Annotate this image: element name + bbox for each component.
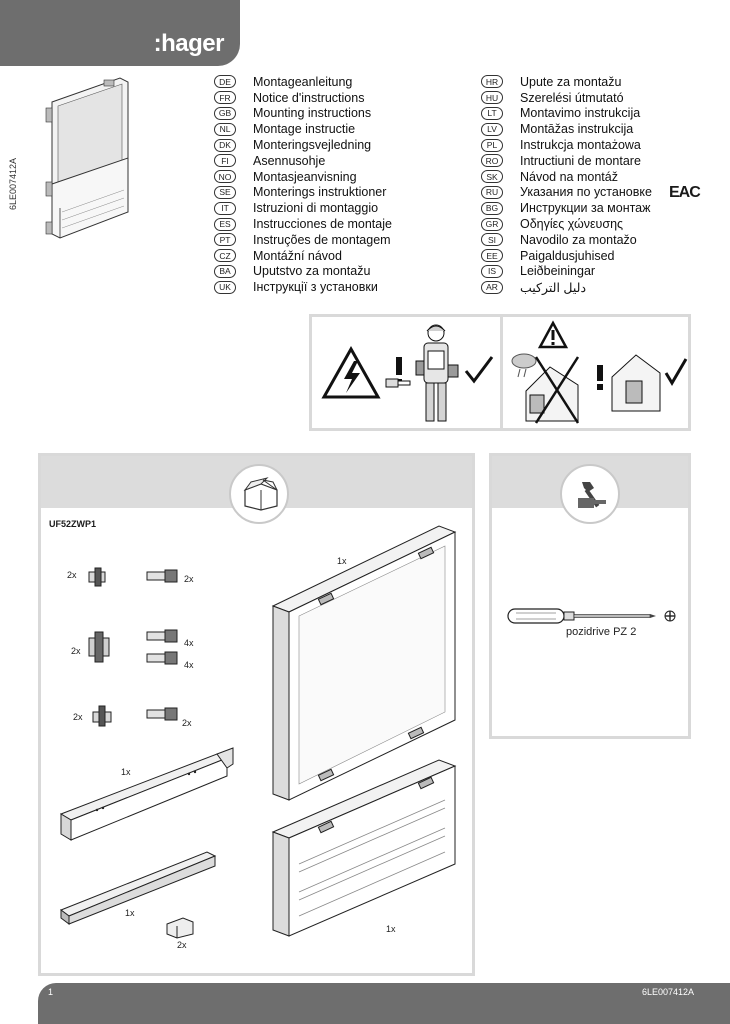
package-contents-panel [38,453,475,976]
language-title: Указания по установке [520,185,652,200]
language-row [481,216,652,232]
qty-part-f: 2x [73,712,83,722]
language-code-badge: NO [214,170,236,183]
language-title: Monteringsvejledning [253,138,372,153]
language-title: Οδηγίες χώνευσης [520,217,624,232]
safety-divider [500,317,503,428]
language-title: Montāžas instrukcija [520,122,634,137]
warning-triangle-icon [538,321,568,349]
language-code-badge: BA [214,265,236,278]
language-row [214,232,392,248]
language-code-badge: RO [481,154,503,167]
qty-rail-top: 1x [121,767,131,777]
language-title: Uputstvo za montažu [253,264,371,279]
language-code-badge: SI [481,233,503,246]
language-row [481,248,652,264]
qty-part-d: 4x [184,638,194,648]
tools-panel-header [492,456,688,508]
language-row [214,185,392,201]
language-code-badge: FI [214,154,236,167]
language-code-badge: FR [214,91,236,104]
language-row [214,248,392,264]
language-code-badge: AR [481,281,503,294]
language-code-badge: DK [214,139,236,152]
language-title: Mounting instructions [253,106,372,121]
language-row [214,279,392,295]
language-row [214,153,392,169]
open-box-icon [229,464,289,524]
screwdriver-icon [508,606,658,626]
bracket-icon [165,918,195,938]
language-list-right [481,74,652,295]
language-title: Leiðbeiningar [520,264,596,279]
part-code: UF52ZWP1 [49,519,97,529]
connector-part-g-icon [147,706,181,722]
checkmark-icon-2 [664,357,688,387]
language-title: Návod na montáž [520,169,618,184]
language-row [481,74,652,90]
language-code-badge: ES [214,218,236,231]
language-code-badge: GB [214,107,236,120]
language-title: Инструкции за монтаж [520,201,651,216]
product-illustration [40,72,140,242]
language-code-badge: SE [214,186,236,199]
language-title: Montasjeanvisning [253,169,357,184]
checkmark-icon [464,355,494,385]
language-code-badge: HR [481,75,503,88]
language-title: Istruzioni di montaggio [253,201,379,216]
qty-part-e: 4x [184,660,194,670]
language-code-badge: IT [214,202,236,215]
language-row [481,153,652,169]
language-row [214,90,392,106]
required-tools-panel [489,453,691,739]
header-bar [0,0,240,66]
language-title: Asennusohje [253,153,326,168]
language-code-badge: BG [481,202,503,215]
page-number: 1 [48,987,54,997]
language-title: Notice d'instructions [253,90,365,105]
qty-rail-bottom: 1x [125,908,135,918]
qty-part-c: 2x [71,646,81,656]
language-row [481,185,652,201]
qty-part-b: 2x [184,574,194,584]
language-code-badge: EE [481,249,503,262]
language-code-badge: PL [481,139,503,152]
language-row [481,169,652,185]
contents-panel-header [41,456,472,508]
qty-frame-bottom: 1x [386,924,396,934]
language-row [214,137,392,153]
language-code-badge: GR [481,218,503,231]
clip-part-a-icon [87,568,111,586]
language-code-badge: SK [481,170,503,183]
eac-certification-mark: EAC [669,184,700,201]
connector-part-d-icon [147,628,181,644]
hammer-wrench-icon [560,464,620,524]
language-row [214,264,392,280]
language-title: Montážní návod [253,248,342,263]
language-row [481,106,652,122]
language-row [481,200,652,216]
qty-part-g: 2x [182,718,192,728]
footer-document-code: 6LE007412A [641,987,694,997]
mounting-rail-top-icon [57,744,233,848]
language-row [214,121,392,137]
qty-part-a: 2x [67,570,77,580]
language-code-badge: UK [214,281,236,294]
exclamation-icon-2 [594,365,606,391]
language-title: Montageanleitung [253,74,353,89]
language-row [214,74,392,90]
language-title: Intructiuni de montare [520,153,641,168]
outdoor-installation-crossed-illustration [508,351,592,425]
language-row [481,137,652,153]
language-row [214,216,392,232]
language-code-badge: LV [481,123,503,136]
language-row [481,279,652,295]
connector-part-e-icon [147,650,181,666]
language-title: Upute za montažu [520,74,622,89]
language-title: Instrucciones de montaje [253,217,392,232]
language-title: Monterings instruktioner [253,185,387,200]
language-title: Montage instructie [253,122,356,137]
indoor-installation-illustration [608,351,662,415]
pozidrive-tip-icon [664,610,676,622]
mounting-rail-bottom-icon [57,848,217,926]
language-title: Navodilo za montažo [520,232,637,247]
language-code-badge: LT [481,107,503,120]
language-row [214,200,392,216]
language-list-left [214,74,392,295]
language-row [214,169,392,185]
language-code-badge: NL [214,123,236,136]
language-row [481,232,652,248]
document-code-vertical: 6LE007412A [8,157,18,210]
language-code-badge: DE [214,75,236,88]
language-title: Montavimo instrukcija [520,106,641,121]
language-row [481,121,652,137]
clamp-part-c-icon [87,632,113,662]
electrician-illustration [412,321,460,429]
language-title: Instruções de montagem [253,232,391,247]
language-code-badge: HU [481,91,503,104]
clip-part-f-icon [91,706,115,726]
language-title: Paigaldusjuhised [520,248,615,263]
language-row [481,90,652,106]
language-title: Інструкції з установки [253,280,378,295]
footer-bar [38,983,730,1024]
language-code-badge: CZ [214,249,236,262]
electric-hazard-icon [322,347,380,399]
language-title: دليل التركيب [520,280,587,295]
language-title: Instrukcja montażowa [520,138,641,153]
language-code-badge: PT [214,233,236,246]
safety-instructions-box [309,314,691,431]
frame-bottom-illustration [269,756,459,940]
hager-logo: :hager [153,30,224,57]
qty-frame-top: 1x [337,556,347,566]
language-title: Szerelési útmutató [520,90,624,105]
connector-part-b-icon [147,568,181,584]
qty-bracket: 2x [177,940,187,950]
pointing-hand-icon [386,377,412,389]
language-code-badge: RU [481,186,503,199]
language-row [214,106,392,122]
language-code-badge: IS [481,265,503,278]
tool-label: pozidrive PZ 2 [566,626,637,638]
language-row [481,264,652,280]
